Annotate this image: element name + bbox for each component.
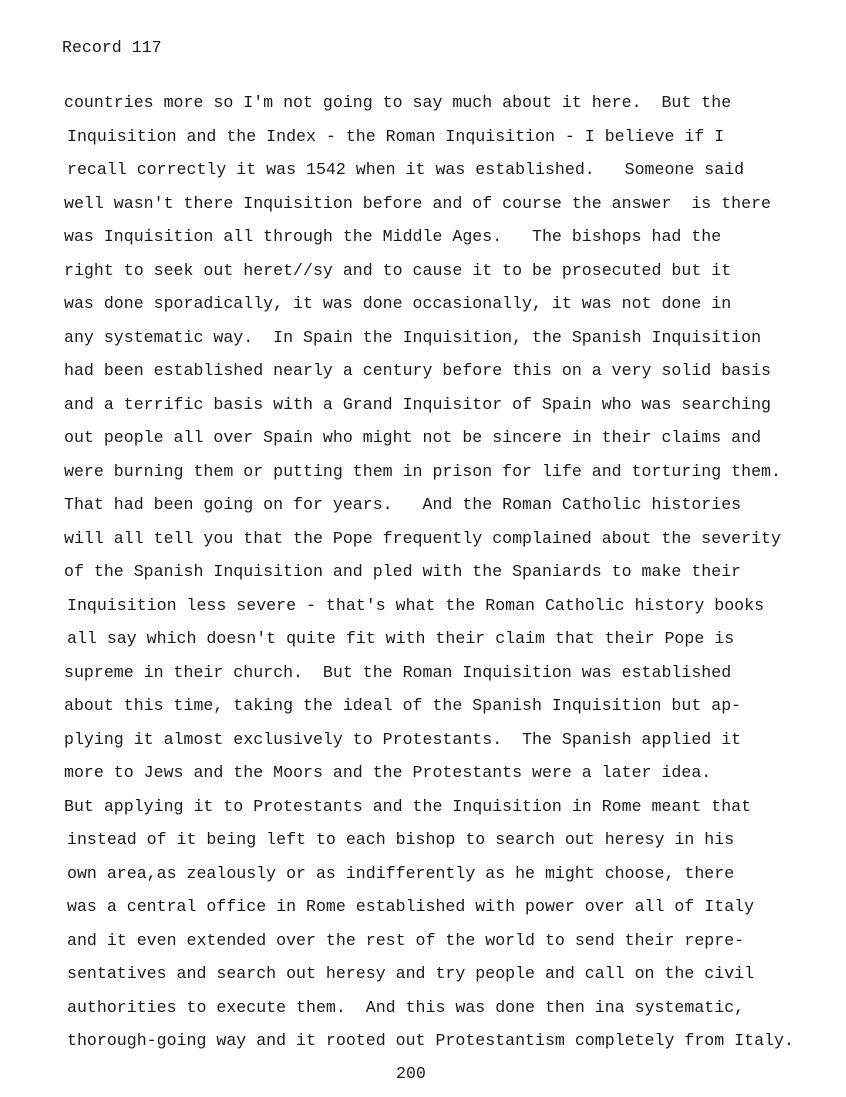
text-line: were burning them or putting them in prison for life and torturing them. <box>64 461 781 481</box>
record-header: Record 117 <box>62 38 162 57</box>
text-line: and a terrific basis with a Grand Inquisitor of Spain who was searching <box>64 394 772 414</box>
text-line: Inquisition less severe - that's what the Roman Catholic history books <box>67 595 765 615</box>
text-line: supreme in their church. But the Roman Inquisition was established <box>64 662 732 682</box>
text-line: Inquisition and the Index - the Roman Inquisition - I believe if I <box>67 126 725 146</box>
text-line: plying it almost exclusively to Protestants. The Spanish applied it <box>64 729 742 749</box>
text-line: right to seek out heret//sy and to cause it to be prosecuted but it <box>64 260 732 280</box>
text-line: But applying it to Protestants and the Inquisition in Rome meant that <box>64 796 752 816</box>
text-line: recall correctly it was 1542 when it was established. Someone said <box>67 160 745 179</box>
text-line: and it even extended over the rest of the world to send their repre- <box>67 930 745 950</box>
text-line: well wasn't there Inquisition before and of course the answer is there <box>64 193 772 213</box>
page-number: 200 <box>396 1064 426 1083</box>
text-line: was a central office in Rome established with power over all of Italy <box>67 897 755 916</box>
text-line: all say which doesn't quite fit with their claim that their Pope is <box>67 629 735 648</box>
text-line: about this time, taking the ideal of the Spanish Inquisition but ap- <box>64 696 742 715</box>
text-line: had been established nearly a century before this on a very solid basis <box>64 361 772 380</box>
document-body <box>64 86 844 1058</box>
text-line: own area,as zealously or as indifferently as he might choose, there <box>67 863 735 883</box>
text-line: was Inquisition all through the Middle Ages. The bishops had the <box>64 227 722 246</box>
text-line: countries more so I'm not going to say much about it here. But the <box>64 93 732 112</box>
text-line: more to Jews and the Moors and the Protestants were a later idea. <box>64 763 712 782</box>
text-line: any systematic way. In Spain the Inquisition, the Spanish Inquisition <box>64 327 762 347</box>
text-line: was done sporadically, it was done occasionally, it was not done in <box>64 294 732 313</box>
text-line: instead of it being left to each bishop to search out heresy in his <box>67 830 735 849</box>
text-line: authorities to execute them. And this was done then ina systematic, <box>67 997 745 1017</box>
text-line: That had been going on for years. And the Roman Catholic histories <box>64 495 742 514</box>
text-line: out people all over Spain who might not be sincere in their claims and <box>64 428 762 447</box>
text-line: of the Spanish Inquisition and pled with the Spaniards to make their <box>64 562 742 581</box>
text-line: will all tell you that the Pope frequently complained about the severity <box>64 528 781 548</box>
text-line: sentatives and search out heresy and try people and call on the civil <box>67 964 755 983</box>
text-line: thorough-going way and it rooted out Protestantism completely from Italy. <box>67 1031 794 1050</box>
